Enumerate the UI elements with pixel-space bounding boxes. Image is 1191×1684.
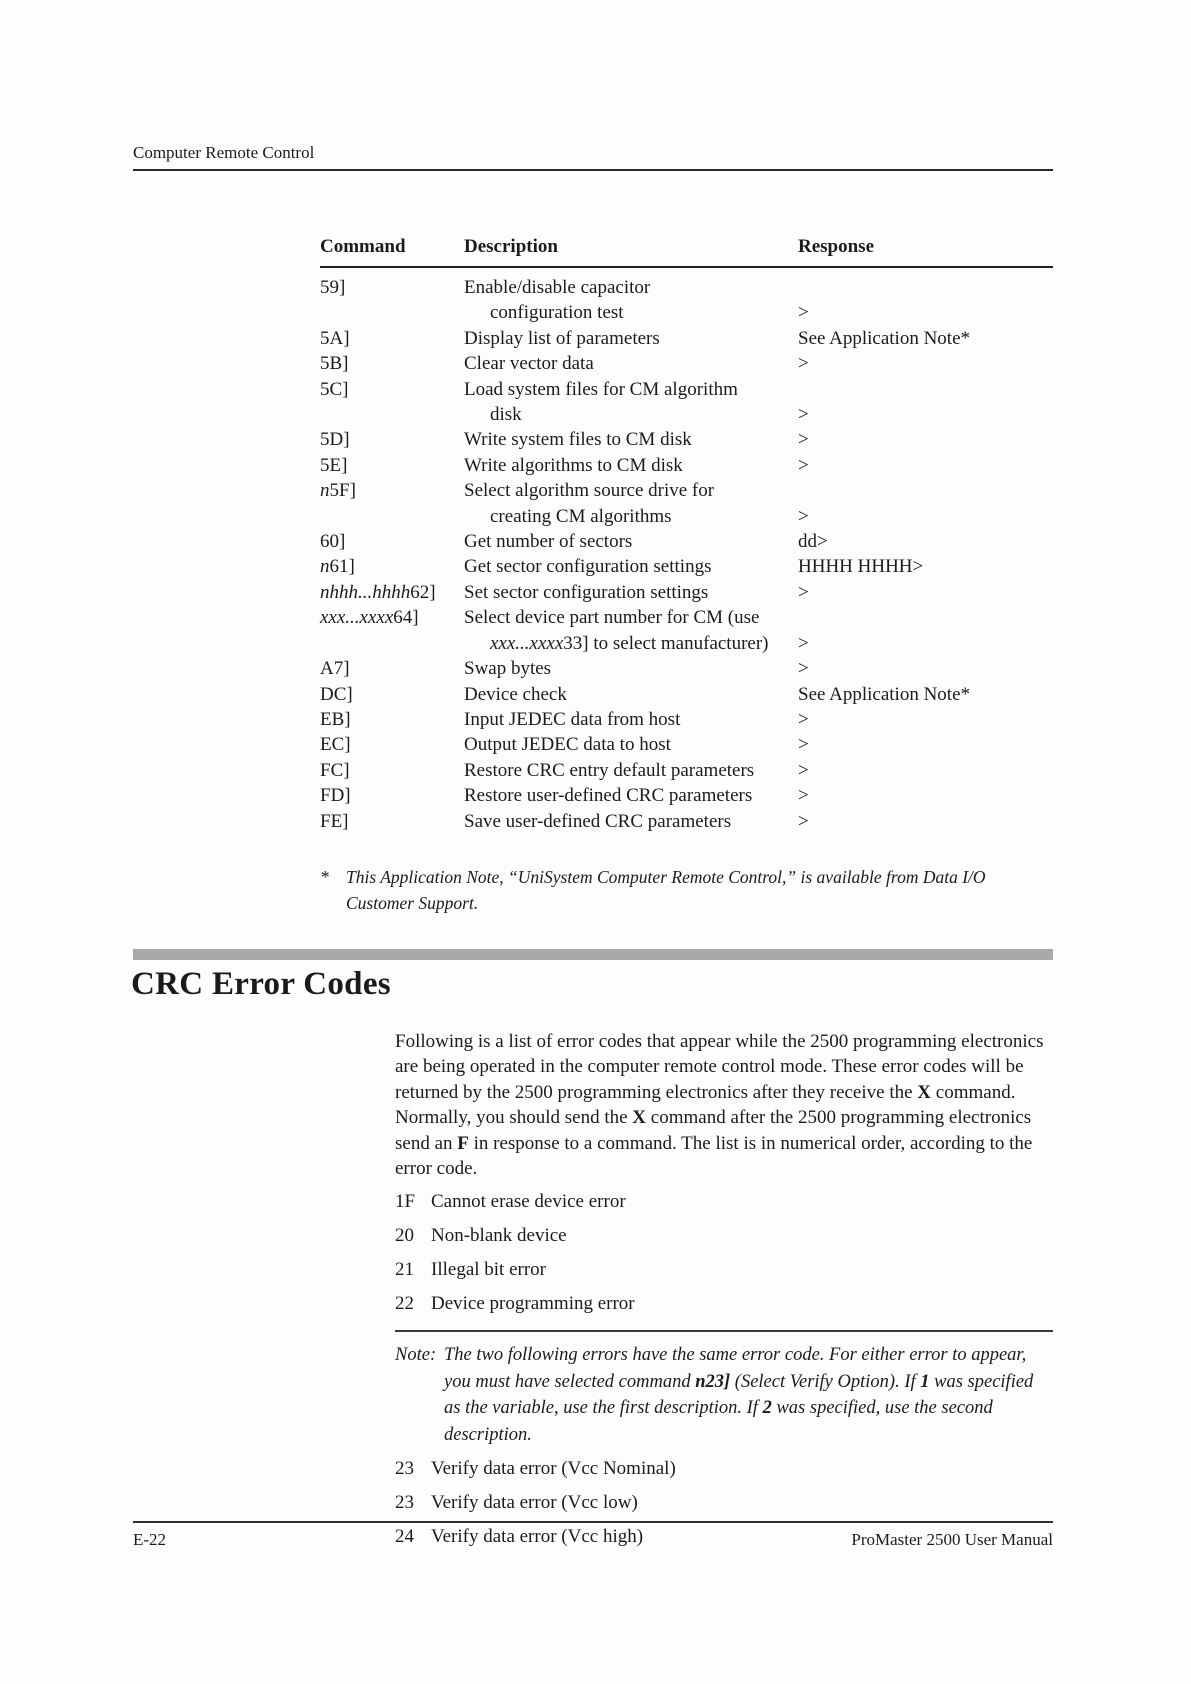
note-text (444, 1342, 1044, 1448)
note-text-segment: was specified, use the second description. (444, 1398, 993, 1445)
response-cell: > (798, 353, 809, 375)
page-number: E-22 (133, 1530, 167, 1549)
error-code: 1F (395, 1191, 416, 1213)
error-description: Verify data error (Vcc low) (431, 1492, 638, 1514)
response-cell: > (798, 759, 809, 781)
table-row (320, 580, 1053, 605)
description-cell (464, 275, 798, 326)
command-cell: 5E] (320, 454, 348, 476)
table-row (320, 427, 1053, 452)
note-text-segment: n23] (695, 1371, 731, 1392)
error-code: 23 (395, 1458, 414, 1480)
intro-text-segment: X (632, 1107, 647, 1129)
column-header-command: Command (320, 236, 406, 257)
description-line-1: Get sector configuration settings (464, 556, 712, 578)
response-cell: > (798, 785, 809, 807)
error-code: 22 (395, 1293, 414, 1315)
error-code-item (395, 1291, 1055, 1317)
command-cell: 5D] (320, 429, 350, 451)
description-cell (464, 453, 798, 478)
note-label: Note: (395, 1345, 437, 1366)
table-row (320, 478, 1053, 529)
error-description: Illegal bit error (431, 1259, 547, 1281)
command-cell: A7] (320, 658, 350, 680)
intro-text-segment: F (457, 1132, 469, 1154)
table-row (320, 732, 1053, 757)
description-line-1: Restore user-defined CRC parameters (464, 785, 753, 807)
command-cell: FC] (320, 759, 350, 781)
command-cell: EB] (320, 708, 351, 730)
intro-text-segment: command. Normally, you should send the (395, 1081, 1016, 1129)
description-line-1: Output JEDEC data to host (464, 734, 671, 756)
table-row (320, 453, 1053, 478)
error-code-item (395, 1456, 1055, 1482)
description-line-1: Display list of parameters (464, 327, 660, 349)
description-cell (464, 377, 798, 428)
error-code: 20 (395, 1225, 414, 1247)
error-code: 23 (395, 1492, 414, 1514)
footnote-text: This Application Note, “UniSystem Computer Remote Control,” is available from Data I/O Customer Support. (346, 867, 986, 913)
description-line-1: Save user-defined CRC parameters (464, 810, 732, 832)
command-cell: DC] (320, 683, 353, 705)
command-cell: 5B] (320, 353, 349, 375)
manual-title: ProMaster 2500 User Manual (851, 1530, 1053, 1549)
table-footnote (320, 864, 1045, 916)
command-cell: n5F] (320, 480, 356, 502)
intro-paragraph (395, 1029, 1055, 1181)
error-code: 21 (395, 1259, 414, 1281)
command-cell: FE] (320, 810, 349, 832)
description-line-1: Select algorithm source drive for (464, 480, 715, 502)
running-header: Computer Remote Control (133, 143, 315, 162)
note-block (395, 1342, 1055, 1448)
section-title: CRC Error Codes (131, 966, 391, 1002)
description-cell (464, 580, 798, 605)
description-line-2: creating CM algorithms (490, 505, 672, 527)
response-cell: See Application Note* (798, 683, 971, 705)
description-cell (464, 732, 798, 757)
command-cell: n61] (320, 556, 355, 578)
intro-text-segment: X (917, 1081, 932, 1103)
response-cell: > (798, 658, 809, 680)
description-line-1: Swap bytes (464, 658, 552, 680)
error-code-item (395, 1223, 1055, 1249)
description-line-1: Restore CRC entry default parameters (464, 759, 755, 781)
table-row (320, 783, 1053, 808)
note-text-segment: The two following errors have the same error code. For either error to appear, you must have selected command (444, 1345, 1027, 1392)
column-header-response: Response (798, 236, 875, 257)
description-cell (464, 351, 798, 376)
description-cell (464, 427, 798, 452)
error-description: Verify data error (Vcc high) (431, 1526, 644, 1548)
description-line-1: Load system files for CM algorithm (464, 378, 738, 400)
description-cell (464, 554, 798, 579)
note-text-segment: (Select Verify Option). If (730, 1371, 921, 1392)
table-row (320, 809, 1053, 834)
error-code-list-primary (395, 1189, 1055, 1317)
description-cell (464, 783, 798, 808)
intro-text-segment: Following is a list of error codes that appear while the 2500 programming electronics are being operated in the computer remote control mode. These error codes will be returned by the 2500 programming electronics after they receive the (395, 1031, 1044, 1103)
table-row (320, 758, 1053, 783)
command-table-header (320, 236, 1053, 268)
description-cell (464, 478, 798, 529)
response-cell: > (798, 429, 809, 451)
response-cell: > (798, 632, 809, 654)
command-table (320, 236, 1053, 834)
command-cell: 60] (320, 531, 346, 553)
response-cell: > (798, 734, 809, 756)
description-cell (464, 758, 798, 783)
footnote-marker: * (320, 867, 329, 887)
intro-text-segment: command after the 2500 programming electronics send an (395, 1107, 1032, 1154)
response-cell: See Application Note* (798, 327, 971, 349)
table-row (320, 326, 1053, 351)
description-line-1: Select device part number for CM (use (464, 607, 760, 629)
response-cell: > (798, 454, 809, 476)
response-cell: > (798, 404, 809, 426)
table-row (320, 377, 1053, 428)
response-cell: > (798, 810, 809, 832)
table-row (320, 351, 1053, 376)
description-line-1: Clear vector data (464, 353, 594, 375)
description-line-1: Write algorithms to CM disk (464, 454, 683, 476)
command-cell: 5A] (320, 327, 350, 349)
intro-text-segment: in response to a command. The list is in numerical order, according to the error code. (395, 1132, 1033, 1180)
crc-section-body (395, 1029, 1055, 1550)
error-description: Verify data error (Vcc Nominal) (431, 1458, 676, 1480)
error-description: Non-blank device (431, 1225, 567, 1247)
description-line-1: Device check (464, 683, 567, 705)
description-cell (464, 656, 798, 681)
table-row (320, 682, 1053, 707)
description-cell (464, 605, 798, 656)
command-table-body (320, 275, 1053, 834)
response-cell: > (798, 302, 809, 324)
section-divider-bar (133, 949, 1053, 960)
error-code-item (395, 1490, 1055, 1516)
error-description: Device programming error (431, 1293, 635, 1315)
note-rule (395, 1330, 1053, 1332)
note-text-segment: 2 (762, 1398, 772, 1419)
error-description: Cannot erase device error (431, 1191, 626, 1213)
command-cell: nhhh...hhhh62] (320, 581, 436, 603)
column-header-description: Description (464, 236, 558, 257)
command-cell: xxx...xxxx64] (320, 607, 419, 629)
footer-rule (133, 1521, 1053, 1523)
table-row (320, 707, 1053, 732)
command-cell: EC] (320, 734, 351, 756)
description-cell (464, 707, 798, 732)
table-row (320, 605, 1053, 656)
response-cell: HHHH HHHH> (798, 556, 924, 578)
note-text-segment: was specified as the variable, use the first description. If (444, 1371, 1034, 1419)
error-code-item (395, 1189, 1055, 1215)
description-line-1: Enable/disable capacitor (464, 277, 651, 298)
header-rule (133, 169, 1053, 171)
note-text-segment: 1 (920, 1371, 930, 1392)
response-cell: dd> (798, 531, 828, 553)
description-line-1: Input JEDEC data from host (464, 708, 681, 730)
table-row (320, 656, 1053, 681)
description-line-2: disk (490, 404, 522, 426)
description-line-1: Get number of sectors (464, 531, 633, 553)
description-cell (464, 529, 798, 554)
description-line-1: Set sector configuration settings (464, 581, 709, 603)
error-code: 24 (395, 1526, 414, 1548)
table-row (320, 554, 1053, 579)
error-code-item (395, 1257, 1055, 1283)
response-cell: > (798, 505, 809, 527)
command-cell: 5C] (320, 378, 349, 400)
description-cell (464, 682, 798, 707)
command-cell: 59] (320, 277, 346, 298)
description-line-2: xxx...xxxx33] to select manufacturer) (490, 632, 769, 654)
table-row (320, 529, 1053, 554)
response-cell: > (798, 581, 809, 603)
table-row (320, 275, 1053, 326)
description-line-1: Write system files to CM disk (464, 429, 692, 451)
description-line-2: configuration test (490, 302, 624, 324)
description-cell (464, 326, 798, 351)
command-cell: FD] (320, 785, 351, 807)
response-cell: > (798, 708, 809, 730)
description-cell (464, 809, 798, 834)
